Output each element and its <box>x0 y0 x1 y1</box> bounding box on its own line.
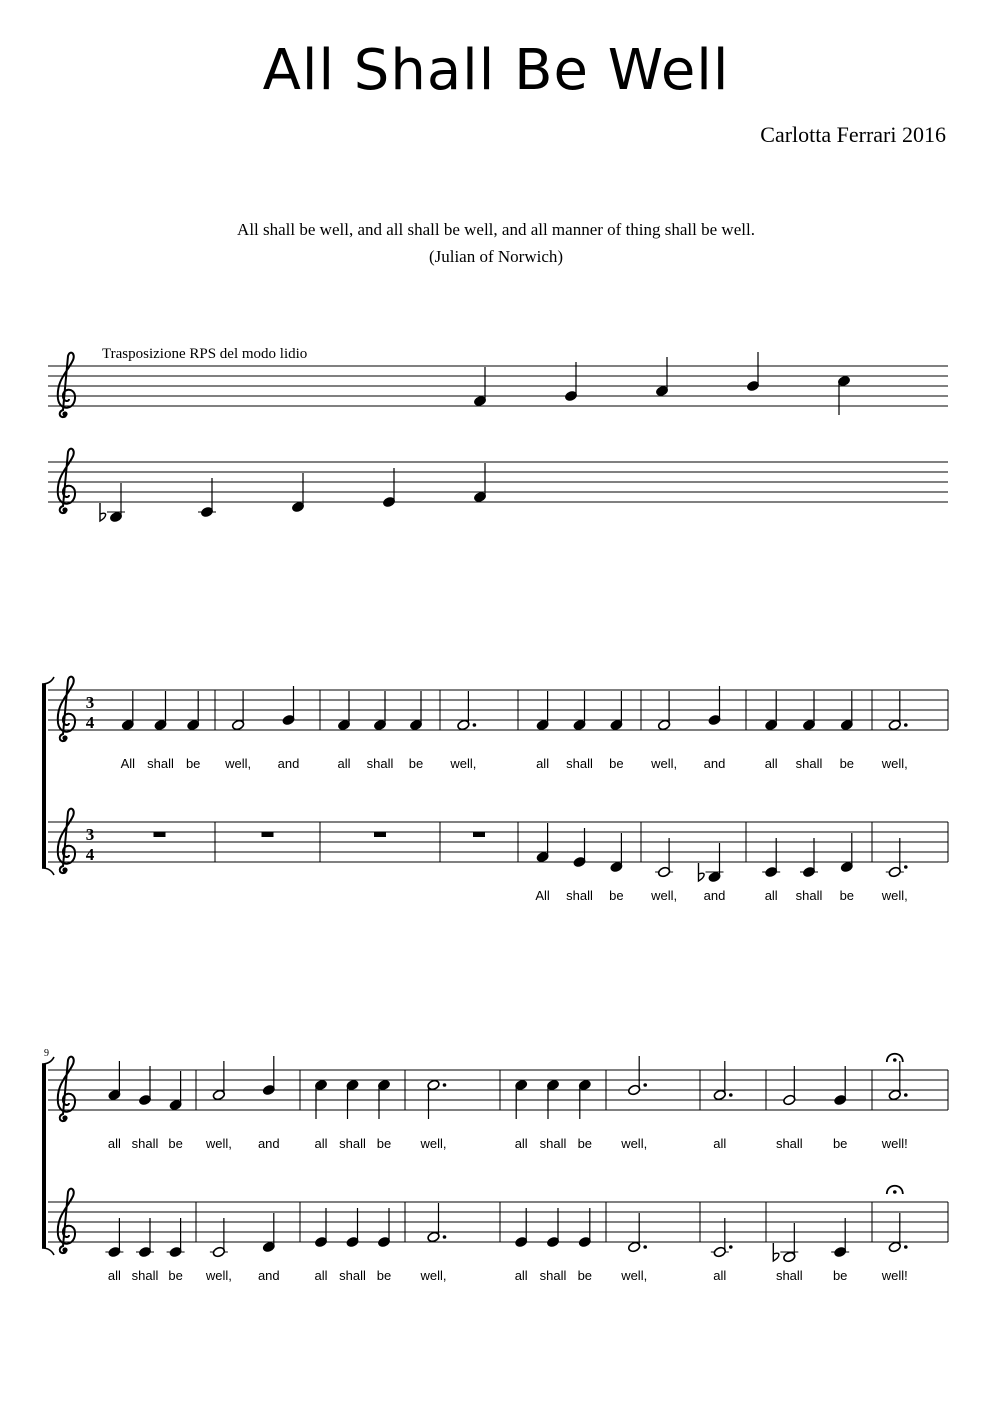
lyric-syllable: and <box>703 756 726 771</box>
treble-clef-icon <box>58 809 75 873</box>
note <box>783 1066 796 1106</box>
time-signature-bottom: 4 <box>85 713 95 732</box>
flat-icon <box>100 503 106 521</box>
bracket-hook <box>42 1248 54 1255</box>
treble-clef-icon <box>58 677 75 741</box>
note <box>573 828 586 868</box>
lyric-syllable: all <box>514 1268 528 1283</box>
note <box>746 352 759 392</box>
epigraph-text: All shall be well, and all shall be well, and all manner of thing shall be well. <box>237 220 755 239</box>
lyric-syllable: be <box>577 1136 593 1151</box>
lyric-syllable: all <box>107 1136 121 1151</box>
lyric-syllable: all <box>713 1268 727 1283</box>
fermata-dot <box>893 1190 897 1194</box>
lyric-syllable: well, <box>450 756 477 771</box>
epigraph-source: (Julian of Norwich) <box>428 247 564 266</box>
lyric-syllable: and <box>257 1268 280 1283</box>
lyric-syllable: all <box>314 1136 328 1151</box>
lyric-syllable: well, <box>420 1268 447 1283</box>
lyric-syllable: shall <box>147 756 174 771</box>
note <box>210 1218 228 1258</box>
note <box>762 838 780 878</box>
time-signature-bottom: 4 <box>85 845 95 864</box>
clef-dot <box>62 735 67 740</box>
whole-rest <box>374 832 386 837</box>
note <box>262 1056 275 1096</box>
whole-rest <box>262 832 274 837</box>
augmentation-dot <box>904 865 908 869</box>
note <box>154 691 167 731</box>
clef-stroke <box>58 353 75 417</box>
note <box>655 357 668 397</box>
note <box>136 1218 154 1258</box>
note <box>564 362 577 402</box>
augmentation-dot <box>473 723 477 727</box>
lyric-syllable: shall <box>131 1268 159 1283</box>
lyric-syllable: shall <box>339 1268 366 1283</box>
lyric-syllable: all <box>764 888 778 903</box>
note <box>409 691 422 731</box>
note <box>377 1079 390 1119</box>
lyric-syllable: shall <box>366 756 394 771</box>
clef-dot <box>62 1115 67 1120</box>
augmentation-dot <box>643 1245 647 1249</box>
note <box>212 1061 225 1101</box>
lyric-syllable: shall <box>795 756 823 771</box>
note <box>262 1213 275 1253</box>
note <box>628 1213 647 1253</box>
lyric-syllable: well, <box>651 888 678 903</box>
note <box>708 686 721 726</box>
lyric-syllable: be <box>609 888 624 903</box>
clef-dot <box>62 507 67 512</box>
note <box>657 691 670 731</box>
lyric-syllable: be <box>832 1136 848 1151</box>
note <box>780 1223 798 1263</box>
note <box>840 691 853 731</box>
treble-clef-icon <box>58 449 75 513</box>
note <box>610 691 623 731</box>
note <box>888 1061 907 1101</box>
note <box>765 691 778 731</box>
lyric-syllable: be <box>376 1268 392 1283</box>
lyric-syllable: well, <box>651 756 678 771</box>
scale-label: Trasposizione RPS del modo lidio <box>102 346 308 362</box>
lyric-syllable: and <box>277 756 300 771</box>
note <box>536 691 549 731</box>
note <box>840 833 853 873</box>
lyric-syllable: All <box>535 888 550 903</box>
lyric-syllable: be <box>609 756 624 771</box>
note <box>138 1066 151 1106</box>
note <box>427 1203 446 1243</box>
augmentation-dot <box>729 1093 733 1097</box>
lyric-syllable: all <box>314 1268 328 1283</box>
whole-rest <box>154 832 166 837</box>
note <box>610 833 623 873</box>
lyric-syllable: be <box>839 756 855 771</box>
time-signature-top: 3 <box>85 693 95 712</box>
clef-stroke <box>58 1189 75 1253</box>
note <box>886 838 908 878</box>
clef-dot <box>62 411 67 416</box>
lyric-syllable: be <box>832 1268 848 1283</box>
clef-dot <box>62 867 67 872</box>
measure-number: 9 <box>44 1048 49 1059</box>
lyric-syllable: all <box>764 756 778 771</box>
lyric-syllable: shall <box>566 888 593 903</box>
fermata-dot <box>893 1058 897 1062</box>
note <box>198 478 216 518</box>
augmentation-dot <box>443 1083 447 1087</box>
lyric-syllable: shall <box>795 888 823 903</box>
whole-rest <box>473 832 485 837</box>
note <box>121 691 134 731</box>
clef-stroke <box>58 677 75 741</box>
lyric-syllable: well, <box>420 1136 447 1151</box>
treble-clef-icon <box>58 353 75 417</box>
page-title: All Shall Be Well <box>262 38 730 103</box>
note <box>373 691 386 731</box>
note <box>108 1061 121 1101</box>
lyric-syllable: be <box>376 1136 392 1151</box>
lyric-syllable: all <box>107 1268 121 1283</box>
time-signature-top: 3 <box>85 825 95 844</box>
note <box>706 843 724 883</box>
note <box>578 1208 591 1248</box>
treble-clef-icon <box>58 1189 75 1253</box>
lyric-syllable: shall <box>566 756 593 771</box>
note <box>655 838 673 878</box>
note <box>314 1208 327 1248</box>
lyric-syllable: be <box>185 756 201 771</box>
note <box>831 1218 849 1258</box>
flat-icon <box>699 863 705 881</box>
bracket-hook <box>42 677 54 684</box>
note <box>473 463 486 503</box>
lyric-syllable: well, <box>225 756 252 771</box>
lyric-syllable: be <box>577 1268 593 1283</box>
lyric-syllable: all <box>514 1136 528 1151</box>
note <box>837 375 850 415</box>
lyric-syllable: well, <box>621 1136 648 1151</box>
lyric-syllable: all <box>337 756 351 771</box>
flat-icon <box>773 1243 779 1261</box>
note <box>187 691 200 731</box>
augmentation-dot <box>643 1083 647 1087</box>
lyric-syllable: be <box>839 888 855 903</box>
clef-stroke <box>58 449 75 513</box>
note <box>337 691 350 731</box>
note <box>546 1208 559 1248</box>
lyric-syllable: shall <box>775 1268 803 1283</box>
augmentation-dot <box>904 723 908 727</box>
lyric-syllable: be <box>408 756 424 771</box>
note <box>167 1218 185 1258</box>
note <box>231 691 244 731</box>
note <box>536 823 549 863</box>
treble-clef-icon <box>58 1057 75 1121</box>
lyric-syllable: well, <box>881 888 908 903</box>
note <box>107 483 125 523</box>
lyric-syllable: well, <box>205 1136 232 1151</box>
lyric-syllable: shall <box>131 1136 159 1151</box>
note <box>802 691 815 731</box>
note <box>314 1079 327 1119</box>
note <box>578 1079 591 1119</box>
augmentation-dot <box>729 1245 733 1249</box>
augmentation-dot <box>904 1245 908 1249</box>
note <box>169 1071 182 1111</box>
lyric-syllable: and <box>703 888 726 903</box>
clef-stroke <box>58 1057 75 1121</box>
note <box>888 691 907 731</box>
lyric-syllable: well, <box>621 1268 648 1283</box>
note <box>346 1208 359 1248</box>
lyric-syllable: well, <box>205 1268 232 1283</box>
note <box>711 1218 733 1258</box>
lyric-syllable: well! <box>881 1268 908 1283</box>
note <box>105 1218 123 1258</box>
note <box>282 686 295 726</box>
bracket-hook <box>42 868 54 875</box>
note <box>473 367 486 407</box>
note <box>427 1079 446 1119</box>
clef-stroke <box>58 809 75 873</box>
note <box>888 1213 907 1253</box>
note <box>800 838 818 878</box>
lyric-syllable: be <box>168 1268 183 1283</box>
lyric-syllable: shall <box>539 1136 567 1151</box>
note <box>546 1079 559 1119</box>
note <box>291 473 304 513</box>
note <box>573 691 586 731</box>
lyric-syllable: All <box>120 756 136 771</box>
note <box>346 1079 359 1119</box>
lyric-syllable: shall <box>775 1136 803 1151</box>
augmentation-dot <box>904 1093 908 1097</box>
note <box>515 1208 528 1248</box>
note <box>457 691 476 731</box>
lyric-syllable: all <box>713 1136 727 1151</box>
lyric-syllable: and <box>257 1136 280 1151</box>
note <box>382 468 395 508</box>
composer-credit: Carlotta Ferrari 2016 <box>760 122 946 147</box>
clef-dot <box>62 1247 67 1252</box>
lyric-syllable: be <box>168 1136 183 1151</box>
lyric-syllable: well! <box>881 1136 908 1151</box>
lyric-syllable: all <box>536 756 550 771</box>
lyric-syllable: shall <box>339 1136 366 1151</box>
note <box>834 1066 847 1106</box>
note <box>713 1061 732 1101</box>
note <box>515 1079 528 1119</box>
lyric-syllable: well, <box>881 756 908 771</box>
lyric-syllable: shall <box>539 1268 567 1283</box>
note <box>377 1208 390 1248</box>
augmentation-dot <box>443 1235 447 1239</box>
